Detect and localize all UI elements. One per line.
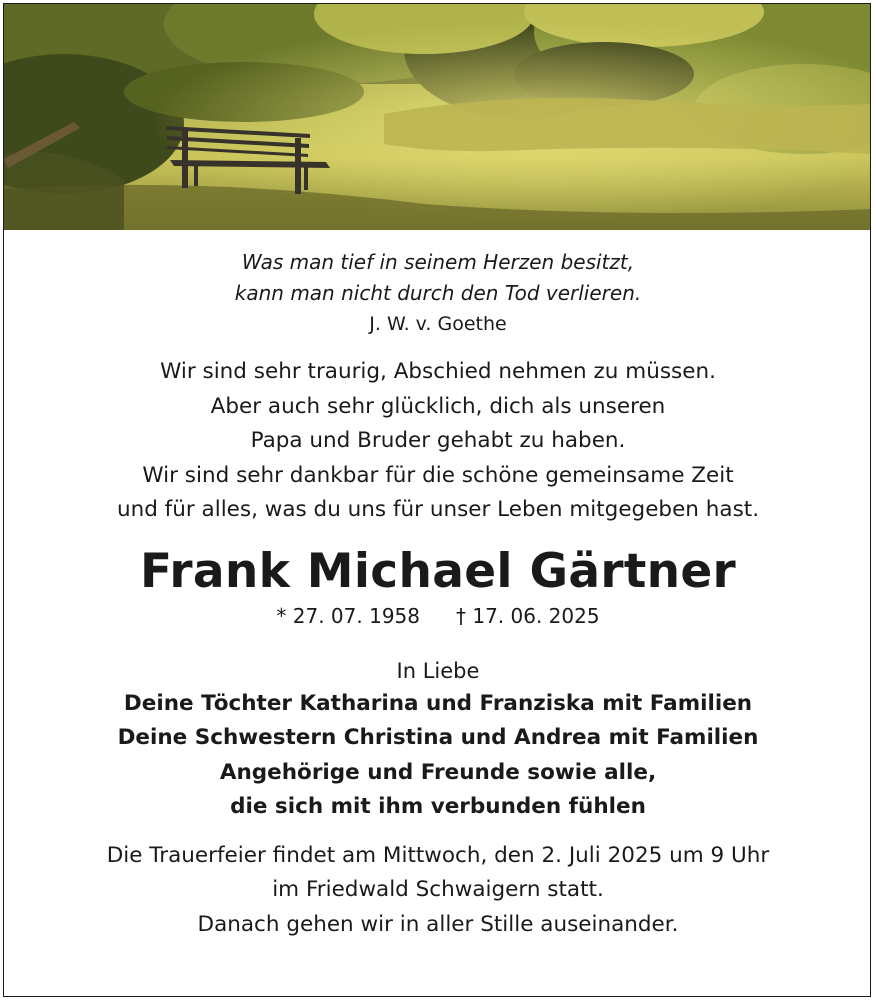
quote-line: Was man tief in seinem Herzen besitzt,: [241, 250, 635, 274]
service-line: Danach gehen wir in aller Stille auseinander.: [197, 911, 679, 937]
message-line: Wir sind sehr dankbar für die schöne gemeinsame Zeit: [142, 462, 734, 488]
notice-text: [4, 230, 871, 942]
mourner-line: Deine Töchter Katharina und Franziska mit Familien: [123, 690, 753, 716]
death-date: † 17. 06. 2025: [456, 603, 600, 628]
life-dates: [4, 602, 871, 630]
message-line: und für alles, was du uns für unser Leben mitgegeben hast.: [116, 497, 760, 522]
mourner-line: Angehörige und Freunde sowie alle,: [219, 759, 657, 785]
quote-line: kann man nicht durch den Tod verlieren.: [234, 281, 642, 305]
message-line: Aber auch sehr glücklich, dich als unseren: [210, 393, 666, 419]
farewell-message: [4, 355, 871, 528]
mourners-intro: In Liebe: [396, 658, 480, 683]
quote-author: J. W. v. Goethe: [369, 313, 507, 335]
funeral-service-info: [4, 839, 871, 943]
message-line: Wir sind sehr traurig, Abschied nehmen zu müssen.: [160, 359, 716, 384]
deceased-name: Frank Michael Gärtner: [139, 543, 737, 599]
obituary-notice: [3, 3, 871, 997]
mourner-line: die sich mit ihm verbunden fühlen: [230, 794, 646, 819]
mourner-line: Deine Schwestern Christina und Andrea mit Familien: [117, 725, 759, 750]
message-line: Papa und Bruder gehabt zu haben.: [250, 428, 626, 453]
service-line: Die Trauerfeier findet am Mittwoch, den 2. Juli 2025 um 9 Uhr: [106, 842, 770, 868]
service-line: im Friedwald Schwaigern statt.: [272, 877, 604, 902]
birth-date: * 27. 07. 1958: [276, 603, 420, 628]
quote-block: [4, 247, 871, 309]
mourners-list: [4, 687, 871, 825]
park-bench-photo: [4, 4, 871, 230]
